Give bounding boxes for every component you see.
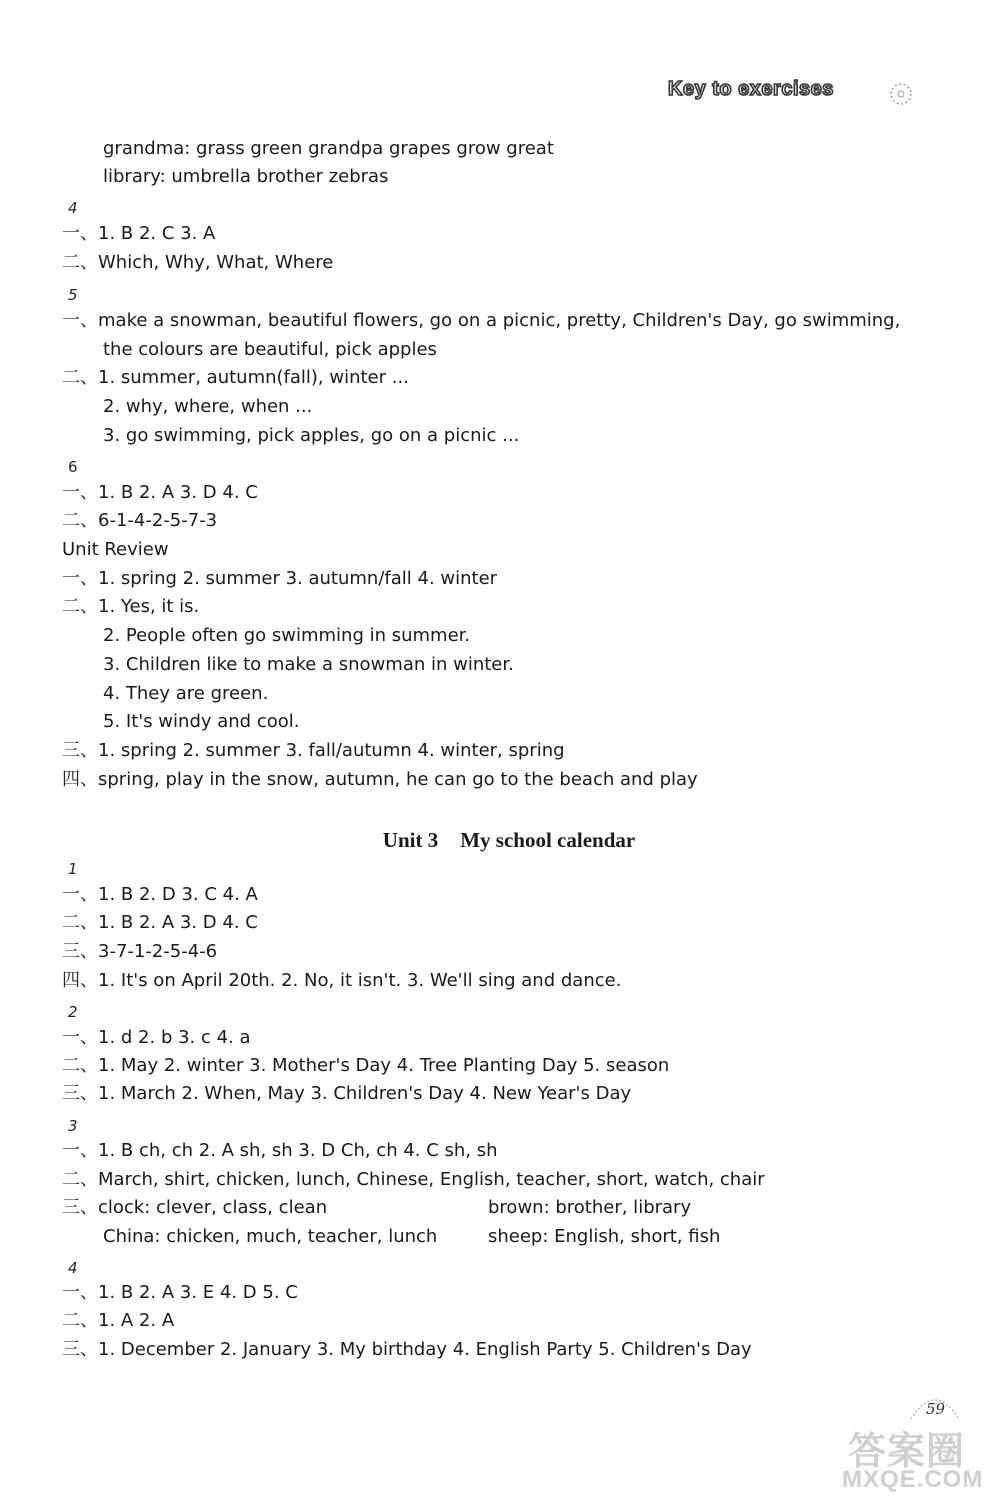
- answer-line: brown: brother, library: [488, 1197, 692, 1218]
- answer-line: 一、1. B 2. C 3. A: [62, 223, 216, 244]
- section-number: 1: [68, 860, 78, 878]
- answer-line: 一、1. B 2. D 3. C 4. A: [62, 884, 258, 905]
- answer-line: the colours are beautiful, pick apples: [103, 339, 437, 360]
- section-number: 6: [68, 458, 78, 476]
- review-title: Unit Review: [62, 539, 169, 560]
- answer-line: 三、1. December 2. January 3. My birthday 4. English Party 5. Children's Day: [62, 1339, 752, 1360]
- answer-line: 一、1. B 2. A 3. D 4. C: [62, 482, 258, 503]
- answer-line: 4. They are green.: [103, 683, 269, 704]
- flower-ornament-icon: [886, 80, 916, 108]
- answer-line: China: chicken, much, teacher, lunch: [103, 1226, 438, 1247]
- page-number: 59: [926, 1400, 946, 1418]
- watermark-text: 答案圈: [848, 1431, 966, 1473]
- header-title: Key to exercises: [668, 78, 834, 100]
- answer-line: grandma: grass green grandpa grapes grow great: [103, 138, 554, 159]
- answer-line: 二、1. summer, autumn(fall), winter ...: [62, 367, 409, 388]
- answer-line: 四、spring, play in the snow, autumn, he can go to the beach and play: [62, 769, 698, 790]
- answer-line: 一、make a snowman, beautiful flowers, go on a picnic, pretty, Children's Day, go swimming,: [62, 310, 901, 331]
- answer-line: 三、3-7-1-2-5-4-6: [62, 941, 218, 962]
- section-number: 2: [68, 1003, 78, 1021]
- answer-line: 2. why, where, when ...: [103, 396, 313, 417]
- section-number: 4: [68, 199, 78, 217]
- section-number: 5: [68, 286, 78, 304]
- answer-line: 二、1. A 2. A: [62, 1310, 175, 1331]
- answer-line: 四、1. It's on April 20th. 2. No, it isn't. 3. We'll sing and dance.: [62, 970, 622, 991]
- answer-line: 二、1. Yes, it is.: [62, 596, 200, 617]
- answer-line: sheep: English, short, fish: [488, 1226, 721, 1247]
- answer-line: 三、1. March 2. When, May 3. Children's Day 4. New Year's Day: [62, 1083, 632, 1104]
- answer-line: 一、1. B ch, ch 2. A sh, sh 3. D Ch, ch 4. C sh, sh: [62, 1140, 498, 1161]
- watermark-url: MXQE.COM: [842, 1466, 984, 1493]
- answer-line: 二、Which, Why, What, Where: [62, 252, 334, 273]
- answer-line: library: umbrella brother zebras: [103, 166, 389, 187]
- answer-line: 二、1. May 2. winter 3. Mother's Day 4. Tree Planting Day 5. season: [62, 1055, 670, 1076]
- answer-line: 3. Children like to make a snowman in winter.: [103, 654, 514, 675]
- answer-line: 3. go swimming, pick apples, go on a picnic ...: [103, 425, 520, 446]
- answer-line: 三、1. spring 2. summer 3. fall/autumn 4. winter, spring: [62, 740, 565, 761]
- page-header: [668, 78, 928, 110]
- section-number: 4: [68, 1259, 78, 1277]
- answer-line: 一、1. B 2. A 3. E 4. D 5. C: [62, 1282, 298, 1303]
- answer-line: 二、6-1-4-2-5-7-3: [62, 510, 218, 531]
- unit-heading: Unit 3 My school calendar: [382, 828, 636, 852]
- answer-line: 二、1. B 2. A 3. D 4. C: [62, 912, 258, 933]
- answer-line: 一、1. d 2. b 3. c 4. a: [62, 1027, 251, 1048]
- section-number: 3: [68, 1117, 78, 1135]
- answer-line: 三、clock: clever, class, clean: [62, 1197, 328, 1218]
- answer-line: 2. People often go swimming in summer.: [103, 625, 471, 646]
- answer-line: 5. It's windy and cool.: [103, 711, 300, 732]
- answer-line: 二、March, shirt, chicken, lunch, Chinese, English, teacher, short, watch, chair: [62, 1169, 765, 1190]
- answer-line: 一、1. spring 2. summer 3. autumn/fall 4. winter: [62, 568, 498, 589]
